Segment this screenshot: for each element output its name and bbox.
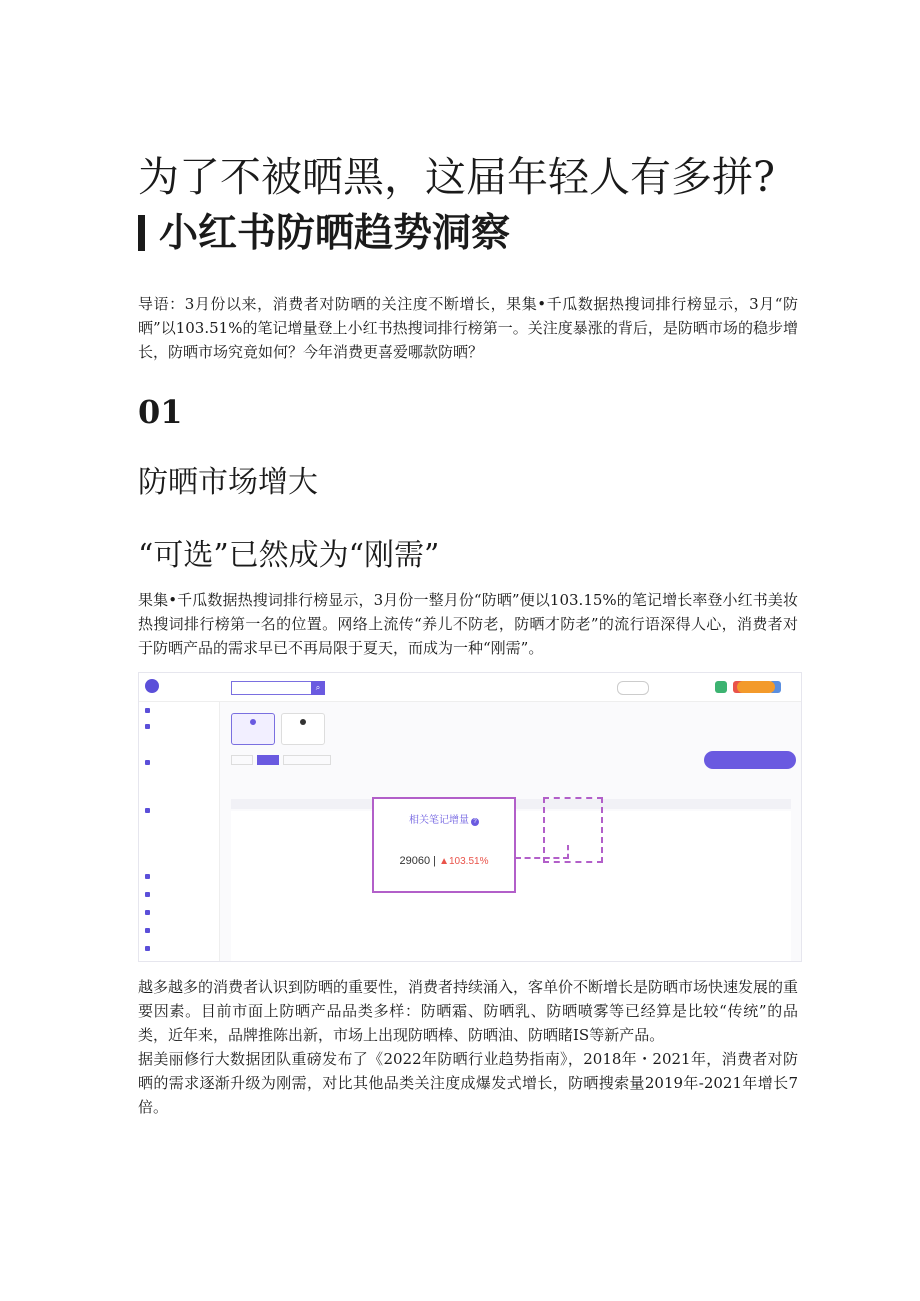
sidebar-item — [145, 874, 153, 880]
sidebar-item — [145, 808, 153, 814]
paragraph-3: 据美丽修行大数据团队重磅发布了《2022年防晒行业趋势指南》，2018年・2021年，消费者对防晒的需求逐渐升级为刚需，对比其他品类关注度成爆发式增长，防晒搜索量2019年-2021年增长7倍。 — [138, 1050, 798, 1116]
search-icon: ⌕ — [311, 681, 325, 695]
filter-row — [231, 755, 331, 765]
screenshot-topbar — [139, 673, 801, 702]
article-title: 为了不被晒黑，这届年轻人有多拼? — [138, 153, 775, 201]
section-subtitle: “可选”已然成为“刚需” — [138, 538, 440, 573]
sidebar-item — [145, 946, 153, 952]
connector-line — [515, 857, 569, 859]
sidebar-item — [145, 708, 153, 714]
sidebar-item — [145, 910, 153, 916]
category-row — [231, 779, 791, 789]
paragraph-2-group — [138, 975, 798, 1119]
connector-line-vertical — [567, 845, 569, 859]
download-button — [617, 681, 649, 695]
section-title: 防晒市场增大 — [138, 465, 318, 500]
logo-icon — [145, 679, 159, 693]
vip-badge — [737, 681, 775, 693]
intro-paragraph: 导语：3月份以来，消费者对防晒的关注度不断增长，果集•千瓜数据热搜词排行榜显示，3月“防晒”以103.51%的笔记增量登上小红书热搜词排行榜第一。关注度暴涨的背后，是防晒市场的稳步增长，防晒市场究竟如何？今年消费更喜爱哪款防晒？ — [138, 295, 798, 361]
embedded-screenshot — [138, 672, 802, 962]
section-number: 01 — [138, 393, 183, 431]
sidebar-item — [145, 760, 153, 766]
highlight-dashed-box — [543, 797, 603, 863]
screenshot-search-box — [231, 681, 316, 695]
article-subtitle-text: 小红书防晒趋势洞察 — [159, 210, 511, 256]
table-row — [231, 947, 791, 962]
callout-number: 29060 — [399, 855, 431, 867]
sidebar-item — [145, 928, 153, 934]
callout-growth: ▲103.51% — [439, 856, 489, 867]
callout-title — [374, 811, 514, 826]
screenshot-sidebar — [139, 702, 220, 961]
app-icon — [715, 681, 727, 693]
filter-chip-active — [257, 755, 279, 765]
filter-chip — [231, 755, 253, 765]
paragraph-1: 果集•千瓜数据热搜词排行榜显示，3月份一整月份“防晒”便以103.15%的笔记增长率登小红书美妆热搜词排行榜第一名的位置。网络上流传“养儿不防老，防晒才防老”的流行语深得人心，消费者对于防晒产品的需求早已不再局限于夏天，而成为一种“刚需”。 — [138, 591, 798, 657]
tab-hot-words — [231, 713, 275, 745]
callout-title-text: 相关笔记增量 — [409, 815, 469, 826]
promo-banner — [704, 751, 796, 769]
subtitle-bar — [138, 215, 145, 251]
callout-popup — [372, 797, 516, 893]
info-icon: ? — [471, 818, 479, 826]
table-row — [231, 913, 791, 948]
sidebar-item — [145, 724, 153, 730]
tab-hot-products — [281, 713, 325, 745]
callout-value: 29060 | ▲103.51% — [399, 855, 489, 867]
article-subtitle — [138, 208, 510, 258]
sidebar-item — [145, 892, 153, 898]
paragraph-2: 越多越多的消费者认识到防晒的重要性，消费者持续涌入，客单价不断增长是防晒市场快速发展的重要因素。目前市面上防晒产品品类多样：防晒霜、防晒乳、防晒喷雾等已经算是比较“传统”的品类，近年来，品牌推陈出新，市场上出现防晒棒、防晒油、防晒睹IS等新产品。 — [138, 978, 799, 1044]
date-select — [283, 755, 331, 765]
